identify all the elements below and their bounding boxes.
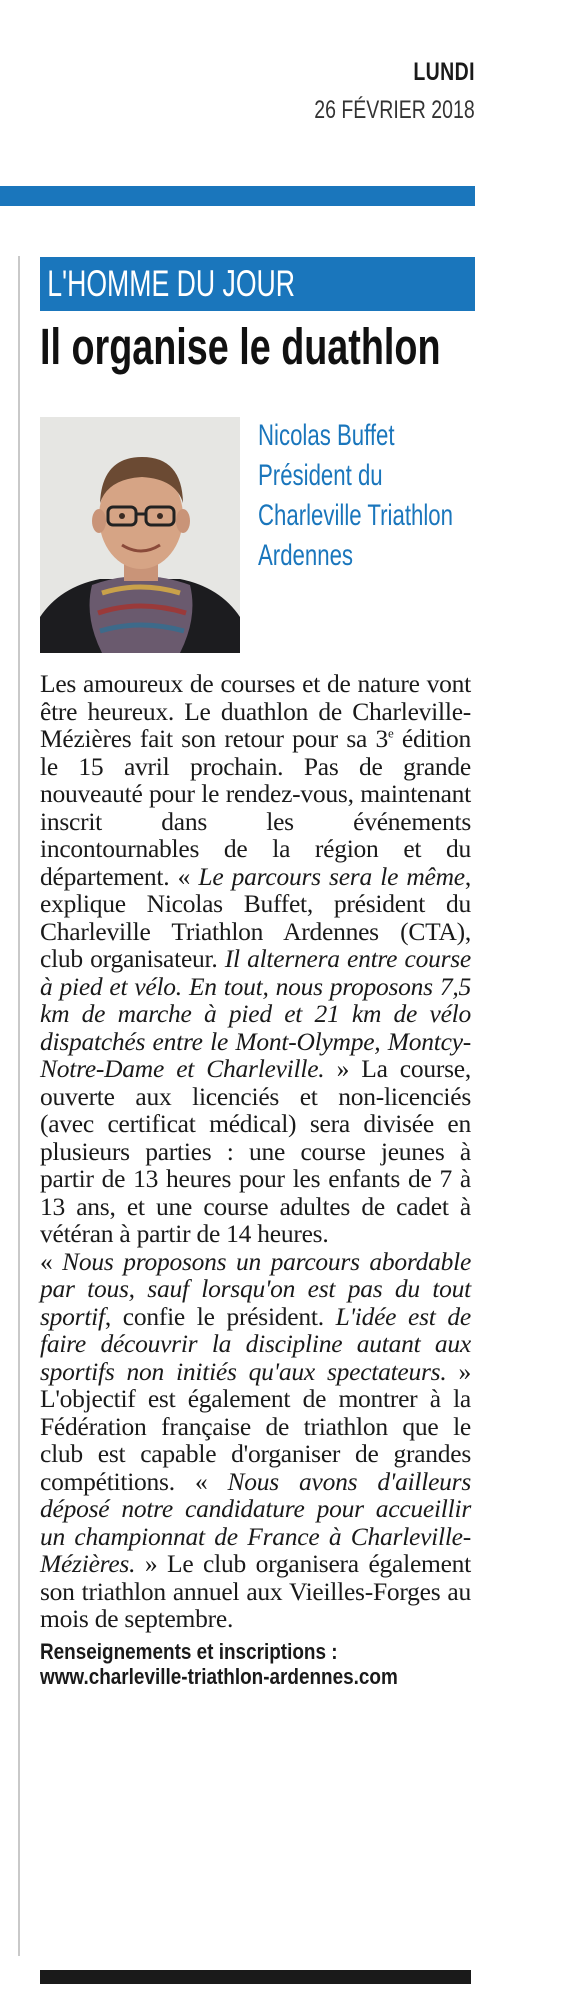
date-full: 26 FÉVRIER 2018 [314,96,475,124]
portrait-photo [40,417,240,653]
caption-line: Ardennes [258,539,354,572]
portrait-illustration [40,417,240,653]
date-day: LUNDI [413,58,475,86]
photo-caption [258,416,498,576]
quote: Le parcours sera le même [198,861,465,891]
rubric-banner [40,257,475,311]
footer-label: Renseignements et inscriptions : [40,1638,338,1664]
article-paragraph: Les amoureux de courses et de nature vont être heureux. Le duathlon de Charleville-Mézières fait son retour pour sa 3e édition le 15 avril prochain. Pas de grande nouveauté pour le rendez-vous, maintenant inscrit dans les événements incontournables de la région et du département. « Le parcours sera le même, explique Nicolas Buffet, président du Charleville Triathlon Ardennes (CTA), club organisateur. Il alternera entre course à pied et vélo. En tout, nous proposons 7,5 km de marche à pied et 21 km de vélo dispatchés entre le Mont-Olympe, Montcy-Notre-Dame et Charleville. » La course, ouverte aux licenciés et non-licenciés (avec certificat médical) sera divisée en plusieurs parties : une course jeunes à partir de 13 heures pour les enfants de 7 à 13 ans, et une course adultes de cadet à vétéran à partir de 14 heures. [40,669,472,1248]
caption-line: Charleville Triathlon [258,499,453,532]
article-paragraph: « Nous proposons un parcours abordable par tous, sauf lorsqu'on est pas du tout sportif, confie le président. L'idée est de faire découvrir la discipline autant aux sportifs non initiés qu'aux spectateurs. » L'objectif est également de montrer à la Fédération française de triathlon que le club est capable d'organiser de grandes compétitions. « Nous avons d'ailleurs déposé notre candidature pour accueillir un championnat de France à Charleville-Mézières. » Le club organisera également son triathlon annuel aux Vieilles-Forges au mois de septembre. [40,1246,472,1633]
top-accent-rule [0,186,475,206]
bottom-rule [40,1970,471,1984]
article-footer [40,1639,470,1689]
article-body [40,670,471,1689]
quote: Il alternera entre course à pied et vélo. En tout, nous proposons 7,5 km de marche à pied et 21 km de vélo dispatchés entre le Mont-Olympe, Montcy-Notre-Dame et Charleville. [40,944,471,1083]
caption-line: Nicolas Buffet [258,419,395,452]
caption-line: Président du [258,459,383,492]
quote: Nous avons d'ailleurs déposé notre candidature pour accueillir un championnat de France à Charleville-Mézières. [40,1466,471,1578]
quote: L'idée est de faire découvrir la discipline autant aux sportifs non initiés qu'aux spectateurs. [40,1301,471,1386]
rubric-label: L'HOMME DU JOUR [47,263,296,304]
side-rule [18,256,20,1956]
quote: Nous proposons un parcours abordable par tous, sauf lorsqu'on est pas du tout sportif [40,1246,472,1331]
footer-website-link[interactable]: www.charleville-triathlon-ardennes.com [40,1663,398,1689]
headline: Il organise le duathlon [40,318,441,375]
